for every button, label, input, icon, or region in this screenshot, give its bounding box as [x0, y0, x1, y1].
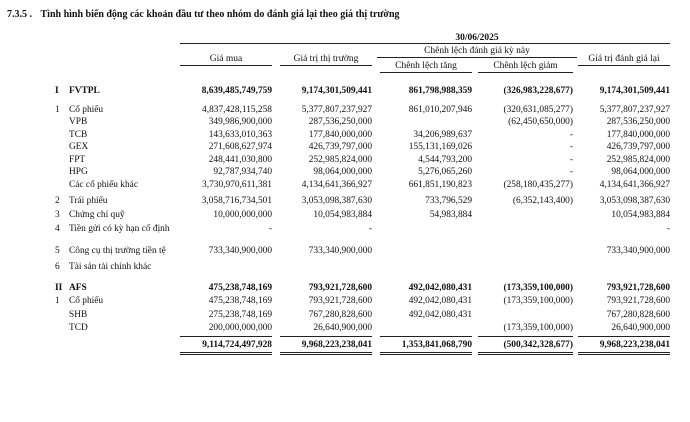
increase-cell: 661,851,190,823 [408, 180, 472, 190]
market-value-cell: - [368, 224, 372, 234]
row-label: Các cổ phiếu khác [69, 180, 138, 190]
revalued-value-cell: 9,174,301,509,441 [599, 86, 670, 96]
purchase-price-cell: 200,000,000,000 [208, 323, 272, 333]
increase-cell: 4,544,793,200 [418, 155, 472, 165]
period-date: 30/06/2025 [455, 33, 499, 43]
market-value-cell: 793,921,728,600 [308, 283, 372, 293]
purchase-price-cell: 8,639,485,749,759 [201, 86, 272, 96]
purchase-price-cell: 143,633,010,363 [208, 130, 272, 140]
table-row [0, 167, 690, 180]
table-row [0, 323, 690, 336]
total-dbl-rule-5b [578, 354, 670, 355]
row-label: Tài sản tài chính khác [69, 262, 152, 272]
row-label: FPT [69, 155, 86, 165]
total-dbl-rule-1 [180, 352, 272, 353]
increase-cell: 492,042,080,431 [408, 283, 472, 293]
market-value-cell: 287,536,250,000 [308, 117, 372, 127]
total-dbl-rule-5 [578, 352, 670, 353]
market-value-cell: 9,968,223,238,041 [301, 340, 372, 350]
increase-cell: 54,983,884 [429, 210, 472, 220]
header-increase: Chênh lệch tăng [380, 61, 472, 73]
market-value-cell: 177,840,000,000 [308, 130, 372, 140]
table-row [0, 246, 690, 259]
table-row [0, 142, 690, 155]
market-value-cell: 793,921,728,600 [308, 296, 372, 306]
revalued-value-cell: 10,054,983,884 [611, 210, 670, 220]
revalued-value-cell: 177,840,000,000 [606, 130, 670, 140]
total-dbl-rule-2 [280, 352, 372, 353]
revalued-value-cell: 287,536,250,000 [606, 117, 670, 127]
purchase-price-cell: 275,238,748,169 [208, 310, 272, 320]
increase-cell: 34,206,989,637 [413, 130, 472, 140]
row-label: Trái phiếu [69, 196, 108, 206]
decrease-cell: (258,180,435,277) [503, 180, 573, 190]
decrease-cell: (500,342,328,677) [503, 340, 573, 350]
increase-cell: 5,276,065,260 [418, 167, 472, 177]
row-label: Công cụ thị trường tiền tệ [69, 246, 166, 256]
row-label: AFS [69, 283, 87, 293]
purchase-price-cell: 271,608,627,974 [208, 142, 272, 152]
diff-underline [377, 57, 577, 58]
row-label: Cổ phiếu [69, 105, 104, 115]
decrease-cell: (173,359,100,000) [503, 296, 573, 306]
decrease-cell: (173,359,100,000) [503, 283, 573, 293]
row-label: VPB [69, 117, 88, 127]
market-value-cell: 98,064,000,000 [313, 167, 372, 177]
purchase-price-cell: 92,787,934,740 [213, 167, 272, 177]
revalued-value-cell: 26,640,900,000 [611, 323, 670, 333]
total-rule-5 [578, 336, 670, 337]
purchase-price-cell: 9,114,724,497,928 [202, 340, 272, 350]
purchase-price-cell: 475,238,748,169 [208, 283, 272, 293]
purchase-price-cell: 10,000,000,000 [213, 210, 272, 220]
decrease-cell: - [569, 142, 573, 152]
section-number: 7.3.5 . [7, 9, 32, 20]
purchase-price-cell: 3,730,970,611,381 [202, 180, 272, 190]
revalued-value-cell: 767,280,828,600 [606, 310, 670, 320]
increase-cell: 155,131,169,026 [408, 142, 472, 152]
row-code: I [55, 86, 59, 96]
increase-cell: 861,010,207,946 [408, 105, 472, 115]
total-dbl-rule-3 [380, 352, 472, 353]
revalued-value-cell: 426,739,797,000 [606, 142, 670, 152]
row-label: Tiền gửi có kỳ hạn cố định [69, 224, 170, 234]
purchase-price-cell: - [268, 224, 272, 234]
header-revalued-value: Giá trị đánh giá lại [578, 54, 670, 66]
market-value-cell: 5,377,807,237,927 [301, 105, 372, 115]
decrease-cell: (320,631,085,277) [503, 105, 573, 115]
table-row [0, 117, 690, 130]
market-value-cell: 767,280,828,600 [308, 310, 372, 320]
purchase-price-cell: 475,238,748,169 [208, 296, 272, 306]
section-heading [7, 9, 400, 20]
purchase-price-cell: 349,986,900,000 [208, 117, 272, 127]
row-code: 5 [55, 246, 60, 256]
table-row [0, 283, 690, 296]
revalued-value-cell: 3,053,098,387,630 [599, 196, 670, 206]
total-dbl-rule-4 [478, 352, 573, 353]
table-row [0, 210, 690, 223]
header-revaluation-diff: Chênh lệch đánh giá kỳ này [424, 46, 530, 56]
purchase-price-cell: 3,058,716,734,501 [201, 196, 272, 206]
total-dbl-rule-3b [380, 354, 472, 355]
header-decrease: Chênh lệch giảm [478, 61, 573, 73]
decrease-cell: (62,450,650,000) [508, 117, 573, 127]
total-rule-2 [280, 336, 372, 337]
row-label: FVTPL [69, 86, 100, 96]
revalued-value-cell: - [666, 224, 670, 234]
table-row [0, 310, 690, 323]
table-row [0, 262, 690, 275]
revalued-value-cell: 793,921,728,600 [606, 283, 670, 293]
market-value-cell: 3,053,098,387,630 [301, 196, 372, 206]
header-market-value: Giá trị thị trường [280, 54, 372, 66]
market-value-cell: 426,739,797,000 [308, 142, 372, 152]
total-rule-4 [478, 336, 573, 337]
row-code: II [55, 283, 63, 293]
row-label: GEX [69, 142, 89, 152]
row-label: Chứng chỉ quỹ [69, 210, 125, 220]
market-value-cell: 733,340,900,000 [308, 246, 372, 256]
purchase-price-cell: 733,340,900,000 [208, 246, 272, 256]
decrease-cell: (326,983,228,677) [503, 86, 573, 96]
increase-cell: 492,042,080,431 [408, 296, 472, 306]
row-code: 6 [55, 262, 60, 272]
total-rule-3 [380, 336, 472, 337]
revalued-value-cell: 733,340,900,000 [606, 246, 670, 256]
row-label: TCB [69, 130, 88, 140]
purchase-price-cell: 4,837,428,115,258 [202, 105, 272, 115]
revalued-value-cell: 4,134,641,366,927 [599, 180, 670, 190]
total-dbl-rule-4b [478, 354, 573, 355]
market-value-cell: 252,985,824,000 [308, 155, 372, 165]
purchase-price-cell: 248,441,030,800 [208, 155, 272, 165]
row-code: 1 [55, 296, 60, 306]
total-dbl-rule-2b [280, 354, 372, 355]
header-purchase-price: Giá mua [180, 54, 272, 66]
increase-cell: 492,042,080,431 [408, 310, 472, 320]
market-value-cell: 4,134,641,366,927 [301, 180, 372, 190]
row-label: HPG [69, 167, 88, 177]
row-label: SHB [69, 310, 88, 320]
date-underline [180, 43, 670, 44]
table-row [0, 196, 690, 209]
row-code: 2 [55, 196, 60, 206]
increase-cell: 861,798,988,359 [408, 86, 472, 96]
table-row [0, 86, 690, 99]
decrease-cell: - [569, 155, 573, 165]
section-title: Tình hình biến động các khoản đầu tư theo nhóm do đánh giá lại theo giá thị trường [40, 9, 400, 20]
decrease-cell: (6,352,143,400) [512, 196, 573, 206]
decrease-cell: - [569, 167, 573, 177]
revalued-value-cell: 9,968,223,238,041 [599, 340, 670, 350]
revalued-value-cell: 252,985,824,000 [606, 155, 670, 165]
table-row [0, 224, 690, 237]
total-dbl-rule-1b [180, 354, 272, 355]
revalued-value-cell: 793,921,728,600 [606, 296, 670, 306]
table-row [0, 180, 690, 193]
total-rule-1 [180, 336, 272, 337]
decrease-cell: - [569, 130, 573, 140]
revalued-value-cell: 5,377,807,237,927 [599, 105, 670, 115]
market-value-cell: 9,174,301,509,441 [301, 86, 372, 96]
table-row [0, 296, 690, 309]
row-code: 4 [55, 224, 60, 234]
increase-cell: 1,353,841,068,790 [401, 340, 472, 350]
market-value-cell: 10,054,983,884 [313, 210, 372, 220]
row-code: 1 [55, 105, 60, 115]
decrease-cell: (173,359,100,000) [503, 323, 573, 333]
revalued-value-cell: 98,064,000,000 [611, 167, 670, 177]
market-value-cell: 26,640,900,000 [313, 323, 372, 333]
increase-cell: 733,796,529 [425, 196, 472, 206]
row-code: 3 [55, 210, 60, 220]
row-label: Cổ phiếu [69, 296, 104, 306]
row-label: TCD [69, 323, 88, 333]
